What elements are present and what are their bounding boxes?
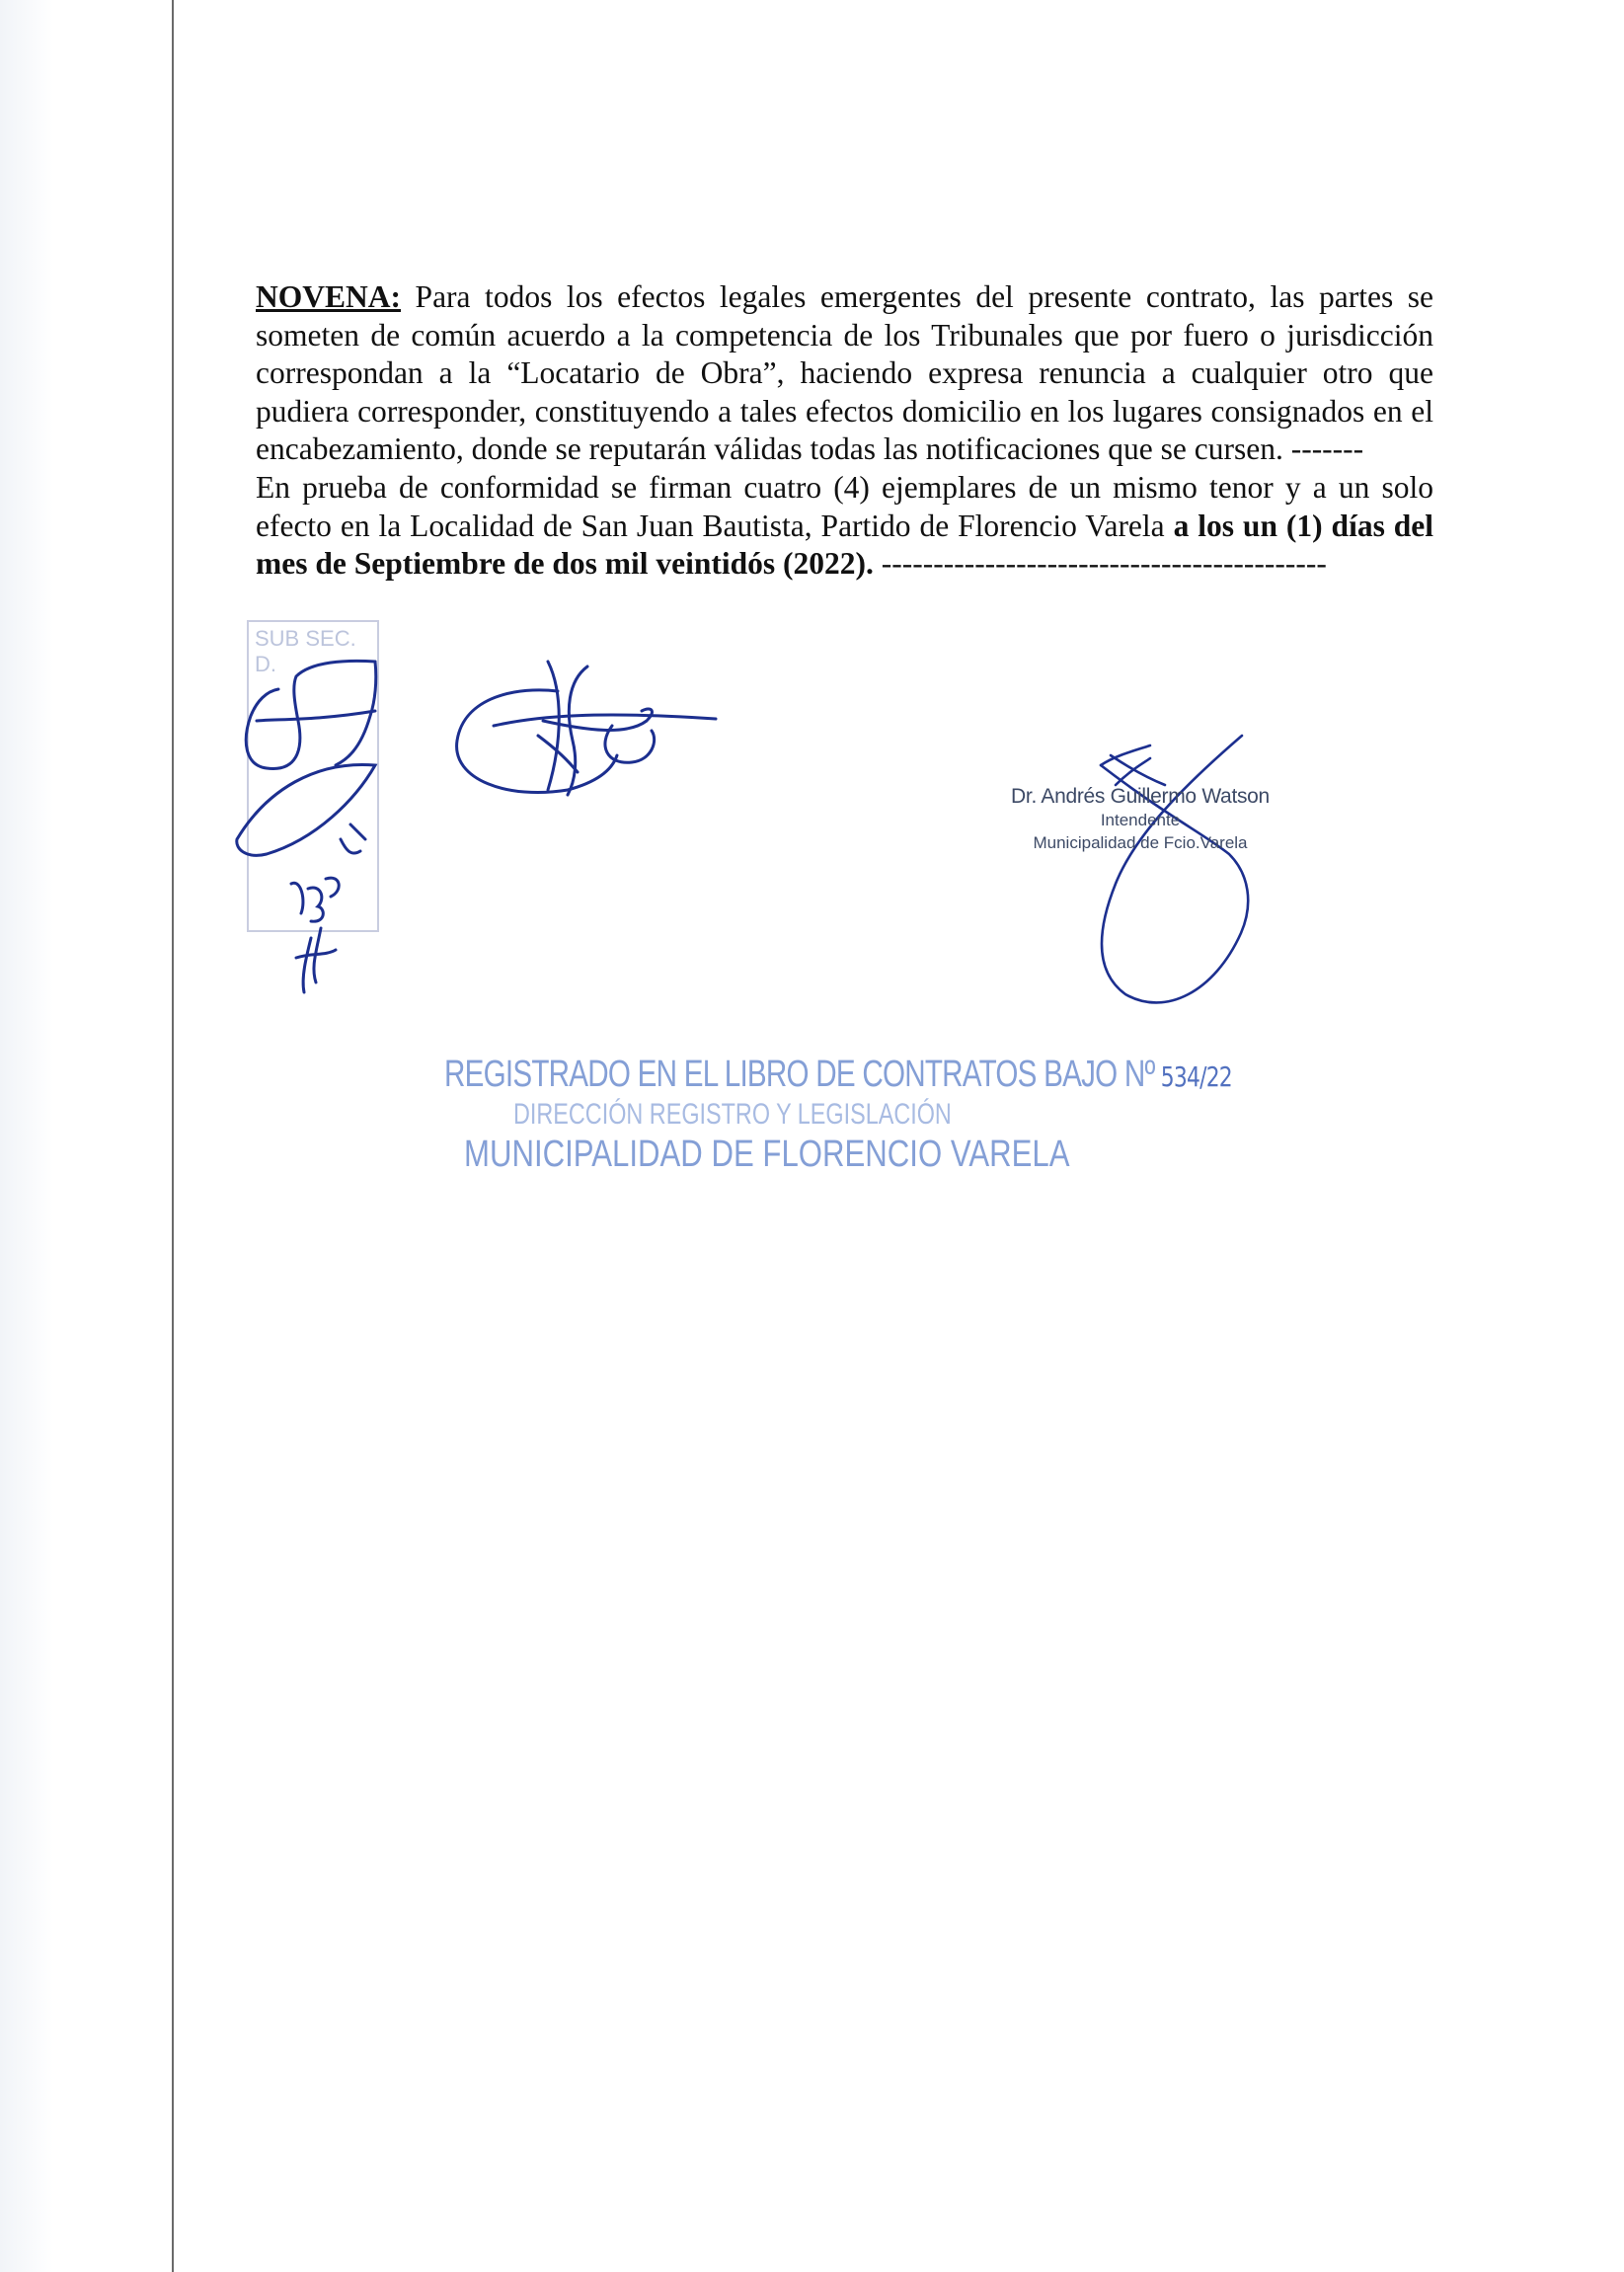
signature-right [1056,726,1254,1012]
clause-date-bold: a los un (1) días del mes de Septiembre de dos mil veintidós (2022). [256,508,1434,582]
signature-center [449,652,726,810]
official-institution: Municipalidad de Fcio.Varela [1033,833,1248,852]
clause-novena [256,278,1433,584]
registry-stamp-line3: MUNICIPALIDAD DE FLORENCIO VARELA [464,1134,1070,1175]
registry-stamp-line2: DIRECCIÓN REGISTRO Y LEGISLACIÓN [513,1098,952,1131]
signature-left [227,642,395,997]
clause-dashes: ------------------------------------------- [873,546,1327,582]
clause-text-1: Para todos los efectos legales emergentes del presente contrato, las partes se someten de común acuerdo a la competencia de los Tribunales que por fuero o jurisdicción correspondan a la “Locatario de Obra”, haciendo expresa renuncia a cualquier otro que pudiera corresponder, constituyendo a tales efectos domicilio en los lugares consignados en el encabezamiento, donde se reputarán válidas todas las notificaciones que se cursen. ------- [256,279,1433,467]
registry-stamp-line1: REGISTRADO EN EL LIBRO DE CONTRATOS BAJO Nº 534/22 [444,1054,1232,1095]
clause-text-2: En prueba de conformidad se firman cuatro (4) ejemplares de un mismo tenor y a un solo efecto en la Localidad de San Juan Bautista, Partido de Florencio Varela [256,469,1433,543]
registry-stamp [444,1054,1232,1176]
binding-margin-line [172,0,174,2272]
clause-paragraph-1 [256,278,1433,469]
registry-number: 534/22 [1160,1060,1232,1093]
faint-stamp-text: SUB SEC. D. [255,626,356,676]
official-role: Intendente [1100,811,1181,829]
scan-left-edge [0,0,53,2272]
official-name: Dr. Andrés Guillermo Watson [1011,785,1270,808]
official-seal [963,785,1318,854]
clause-paragraph-2 [256,469,1433,584]
clause-heading: NOVENA: [256,279,401,314]
